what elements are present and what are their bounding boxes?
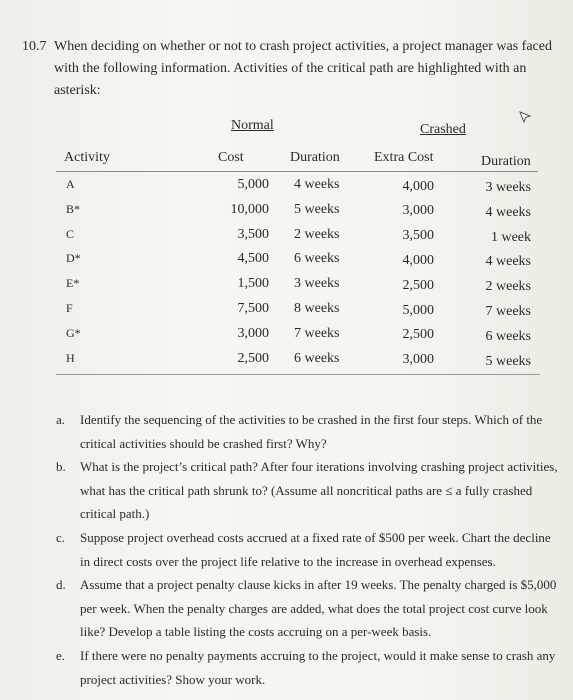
normal-duration-cell: 6 weeks: [294, 350, 340, 366]
question-list: [56, 408, 561, 691]
problem-number: 10.7: [22, 39, 47, 54]
normal-duration-cell: 2 weeks: [294, 226, 340, 242]
normal-duration-cell: 8 weeks: [294, 301, 340, 316]
header-rule: [56, 171, 538, 172]
crashed-duration-cell: 2 weeks: [485, 279, 531, 295]
extra-cost-cell: 3,000: [402, 352, 434, 368]
normal-duration-cell: 6 weeks: [294, 251, 340, 267]
normal-duration-cell: 3 weeks: [294, 276, 340, 292]
group-header-normal: Normal: [231, 118, 274, 133]
question-text: Assume that a project penalty clause kicks in after 19 weeks. The penalty charged is $5,000 per week. When the penalty charges are added, what does the total project cost curve look like? Develop a table listing the costs accruing on a per-week basis.: [80, 577, 557, 640]
column-header-activity: Activity: [64, 150, 110, 165]
question-letter: a.: [56, 412, 66, 427]
group-header-crashed: Crashed: [420, 122, 466, 137]
extra-cost-cell: 3,500: [402, 228, 434, 244]
activity-cell: C: [66, 226, 75, 241]
extra-cost-cell: 5,000: [402, 302, 434, 318]
normal-duration-cell: 7 weeks: [294, 325, 340, 341]
crashed-duration-cell: 4 weeks: [485, 204, 531, 220]
column-header-extra-cost: Extra Cost: [374, 150, 434, 165]
normal-cost-cell: 4,500: [237, 251, 269, 267]
column-header-duration: Duration: [290, 150, 340, 165]
problem-text: When deciding on whether or not to crash project activities, a project manager was faced with the following information. Activities of the critical path are highlighted with an asterisk:: [54, 39, 552, 98]
question-letter: c.: [56, 529, 66, 545]
crashed-duration-cell: 5 weeks: [485, 353, 531, 369]
activity-cell: H: [66, 350, 75, 365]
activity-table: [56, 114, 540, 384]
extra-cost-cell: 3,000: [402, 203, 434, 219]
normal-duration-cell: 4 weeks: [294, 177, 340, 192]
activity-cell: D*: [66, 251, 81, 266]
extra-cost-cell: 2,500: [402, 277, 434, 293]
extra-cost-cell: 2,500: [402, 327, 434, 343]
normal-duration-cell: 5 weeks: [294, 201, 340, 217]
question-letter: d.: [56, 577, 66, 593]
question-item: [56, 573, 561, 644]
bottom-rule: [56, 374, 540, 375]
normal-cost-cell: 7,500: [237, 301, 269, 316]
activity-cell: A: [66, 177, 75, 191]
question-text: If there were no penalty payments accruing to the project, would it make sense to crash any project activities? Show your work.: [80, 647, 556, 687]
question-item: [56, 408, 561, 455]
extra-cost-cell: 4,000: [402, 252, 434, 268]
problem-statement: [22, 36, 562, 102]
column-header-crashed-duration: Duration: [481, 154, 531, 169]
crashed-duration-cell: 4 weeks: [485, 254, 531, 270]
question-item: [56, 455, 561, 526]
normal-cost-cell: 2,500: [237, 350, 269, 366]
normal-cost-cell: 3,000: [237, 325, 269, 341]
question-text: Suppose project overhead costs accrued at a fixed rate of $500 per week. Chart the decline in direct costs over the project life relative to the increase in overhead expenses.: [80, 529, 551, 569]
crashed-duration-cell: 3 weeks: [485, 180, 531, 195]
activity-cell: G*: [66, 325, 81, 340]
crashed-duration-cell: 1 week: [490, 229, 531, 245]
crashed-duration-cell: 7 weeks: [485, 304, 531, 319]
activity-cell: F: [66, 301, 73, 315]
question-letter: e.: [56, 647, 66, 663]
activity-cell: B*: [66, 201, 81, 216]
question-letter: b.: [56, 459, 66, 475]
normal-cost-cell: 10,000: [230, 201, 269, 217]
crashed-duration-cell: 6 weeks: [485, 328, 531, 344]
question-text: Identify the sequencing of the activities to be crashed in the first four steps. Which of the critical activities should be crashed first? Why?: [80, 412, 543, 451]
normal-cost-cell: 3,500: [237, 226, 269, 242]
question-item: [56, 526, 561, 573]
question-item: [56, 644, 561, 691]
question-text: What is the project’s critical path? After four iterations involving crashing project activities, what has the critical path shrunk to? (Assume all noncritical paths are ≤ a fully crashed critical path.): [80, 459, 558, 522]
extra-cost-cell: 4,000: [402, 178, 434, 194]
normal-cost-cell: 1,500: [237, 276, 269, 292]
column-header-cost: Cost: [218, 150, 244, 165]
normal-cost-cell: 5,000: [237, 177, 269, 192]
activity-cell: E*: [66, 276, 80, 291]
